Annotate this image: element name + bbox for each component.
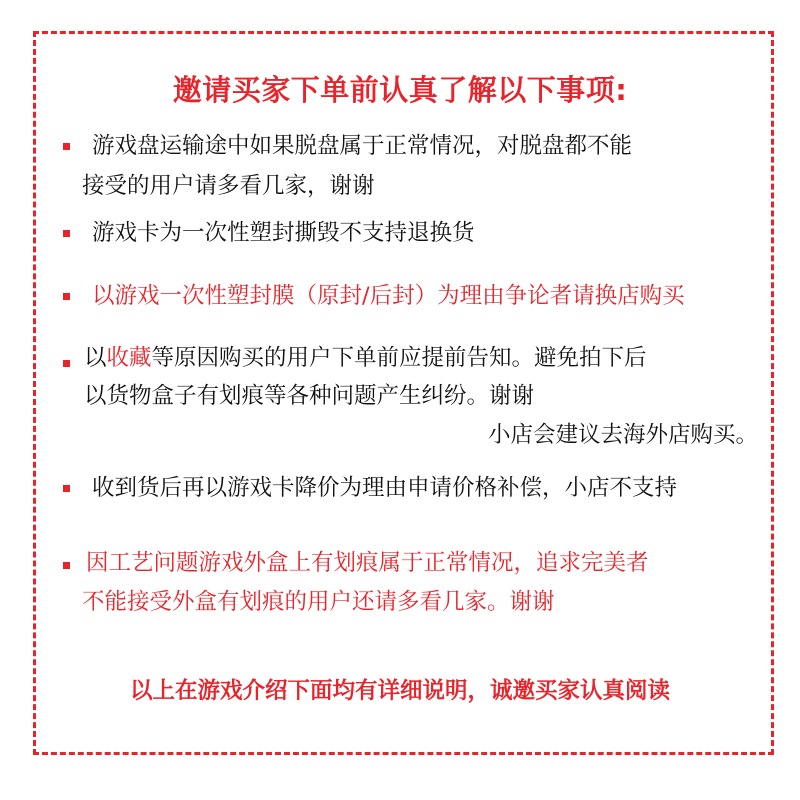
- notice-item-1-line-1: 游戏盘运输途中如果脱盘属于正常情况，对脱盘都不能: [92, 133, 633, 159]
- notice-item-6-line-1: 因工艺问题游戏外盒上有划痕属于正常情况，追求完美者: [86, 550, 649, 576]
- notice-item-4-line-2: 以货物盒子有划痕等各种问题产生纠纷。谢谢: [84, 383, 535, 409]
- bullet-icon: [63, 143, 70, 150]
- bullet-icon: [63, 360, 70, 367]
- bullet-icon: [63, 485, 70, 492]
- notice-item-2-line-1: 游戏卡为一次性塑封撕毁不支持退换货: [92, 220, 475, 246]
- notice-item-1-line-2: 接受的用户请多看几家，谢谢: [82, 173, 375, 199]
- notice-item-5-line-1: 收到货后再以游戏卡降价为理由申请价格补偿，小店不支持: [92, 475, 678, 501]
- notice-item-4-suffix: 等原因购买的用户下单前应提前告知。避免拍下后: [151, 345, 647, 371]
- notice-item-3-line-1: 以游戏一次性塑封膜（原封/后封）为理由争论者请换店购买: [92, 283, 685, 309]
- footer-note: 以上在游戏介绍下面均有详细说明，诚邀买家认真阅读: [129, 678, 670, 704]
- notice-item-4-prefix: 以: [84, 345, 107, 371]
- bullet-icon: [63, 562, 70, 569]
- bullet-icon: [63, 293, 70, 300]
- notice-item-4-line-1: [84, 343, 647, 373]
- bullet-icon: [63, 230, 70, 237]
- notice-heading: 邀请买家下单前认真了解以下事项:: [172, 73, 628, 107]
- notice-item-4-line-3: 小店会建议去海外店购买。: [487, 422, 758, 448]
- notice-item-6-line-2: 不能接受外盒有划痕的用户还请多看几家。谢谢: [82, 589, 555, 615]
- notice-item-4-emphasis: 收藏: [106, 345, 152, 371]
